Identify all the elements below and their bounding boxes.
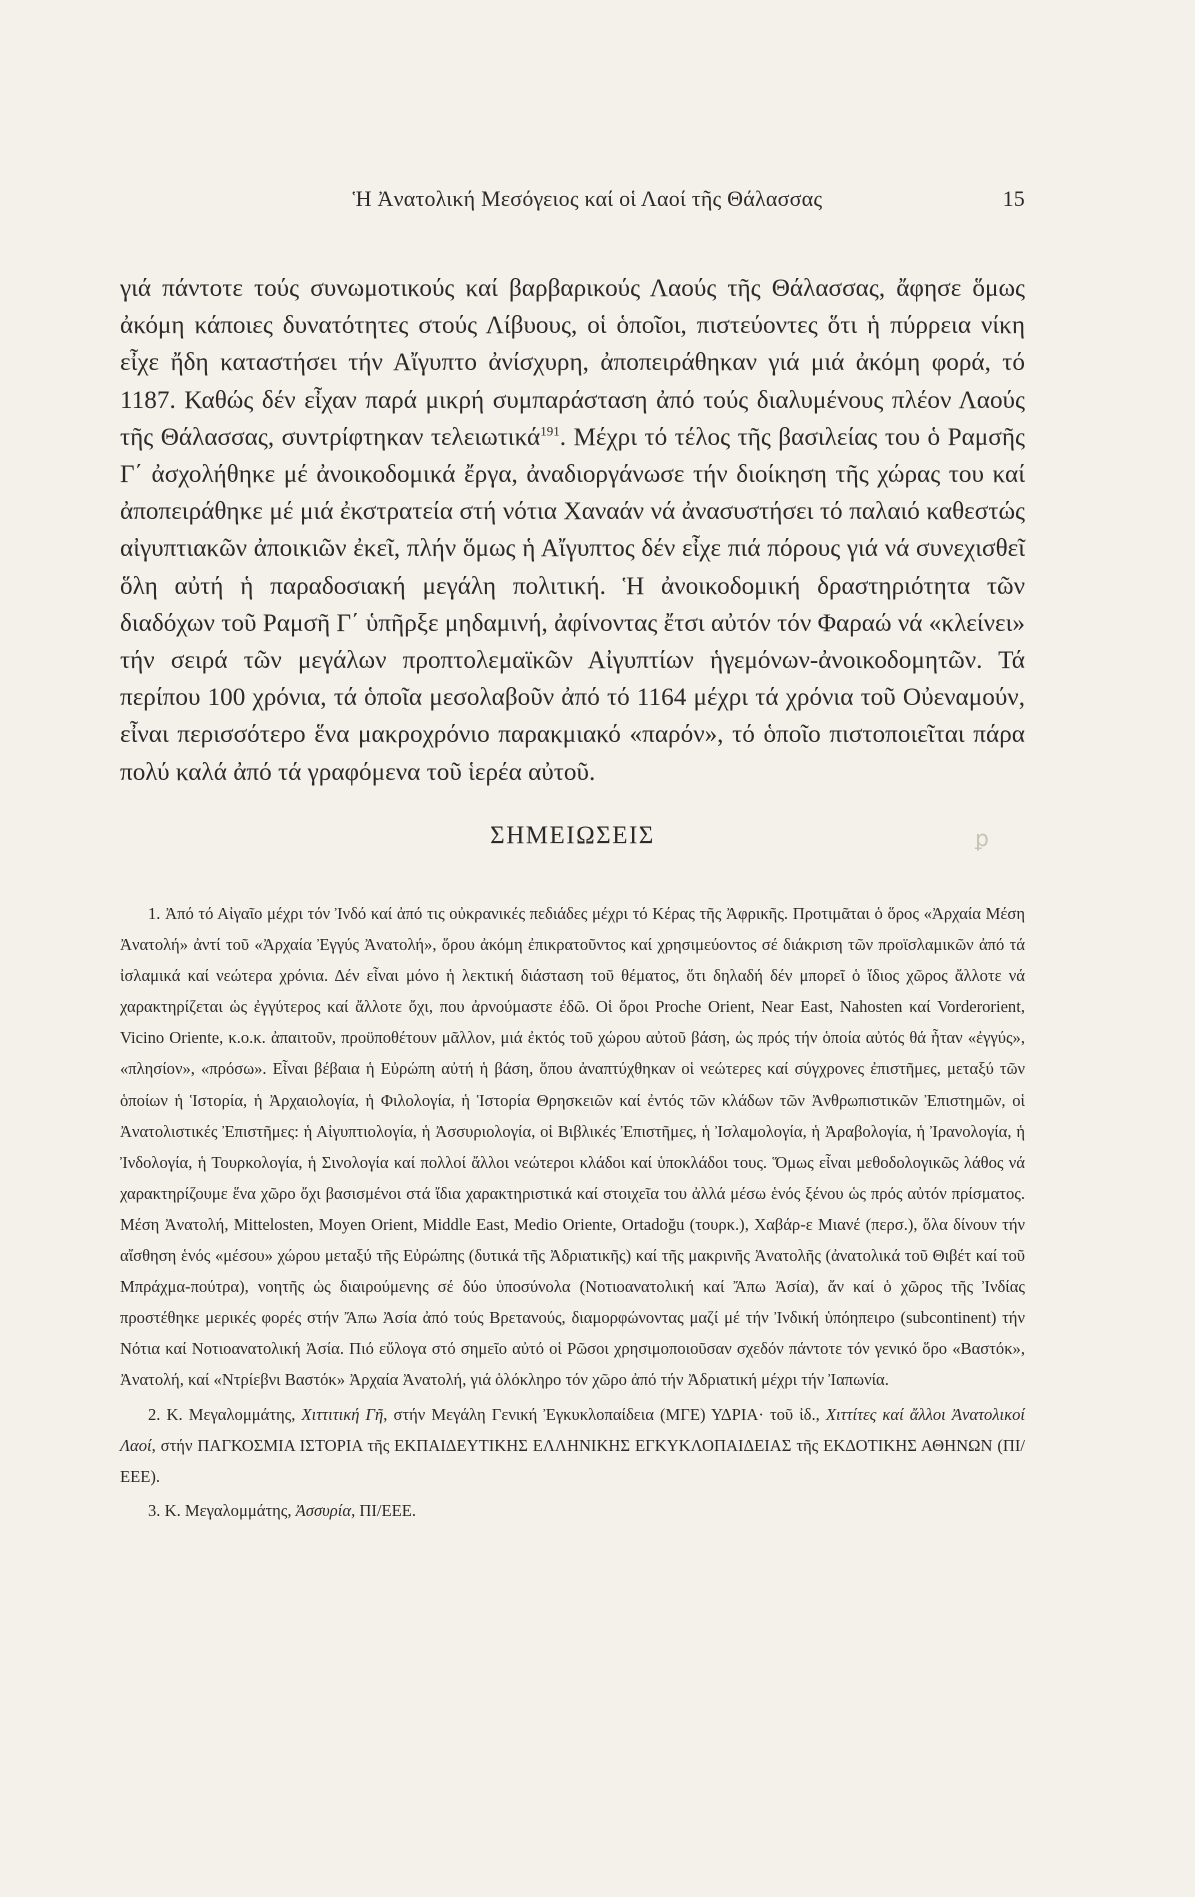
body-text-part-1: γιά πάντοτε τούς συνωμοτικούς καί βαρβαρικούς Λαούς τῆς Θάλασσας, ἄφησε ὅμως ἀκόμη κάποιες δυνατότητες στούς Λίβυους, οἱ ὁποῖοι, πιστεύοντες ὅτι ἡ πύρρεια νίκη εἶχε ἤδη καταστήσει τήν Αἴγυπτο ἀνίσχυρη, ἀποπειράθηκαν γιά μιά ἀκόμη φορά, τό 1187. Καθώς δέν εἶχαν παρά μικρή συμπαράσταση ἀπό τούς διαλυμένους πλέον Λαούς τῆς Θάλασσας, συντρίφτηκαν τελειωτικά [120, 275, 1025, 451]
running-header [120, 186, 1025, 212]
page-blemish: ꝑ [975, 826, 989, 851]
running-title: Ἡ Ἀνατολική Μεσόγειος καί οἱ Λαοί τῆς Θάλασσας [352, 186, 823, 211]
footnote-reference[interactable]: 191 [540, 423, 560, 439]
note-3 [120, 1495, 1025, 1526]
note-3-title: Ἀσσυρία [295, 1500, 352, 1520]
note-1: 1. Ἀπό τό Αἰγαῖο μέχρι τόν Ἰνδό καί ἀπό τις οὐκρανικές πεδιάδες μέχρι τό Κέρας τῆς Ἀφρικῆς. Προτιμᾶται ὁ ὅρος «Ἀρχαία Μέση Ἀνατολή» ἀντί τοῦ «Ἀρχαία Ἐγγύς Ἀνατολή», ὅρου ἀκόμη ἐπικρατοῦντος καί χρησιμεύοντος σέ διάκριση τῶν προϊσλαμικῶν ἀπό τά ἰσλαμικά καί νεώτερα χρόνια. Δέν εἶναι μόνο ἡ λεκτική διάσταση τοῦ θέματος, ὅτι δηλαδή δέν μπορεῖ ὁ ἴδιος χῶρος ἄλλοτε νά χαρακτηρίζεται ὡς ἐγγύτερος καί ἄλλοτε ὄχι, που ἀρνούμαστε ἐδῶ. Οἱ ὅροι Proche Orient, Near East, Nahosten καί Vorderorient, Vicino Oriente, κ.ο.κ. ἀπαιτοῦν, προϋποθέτουν μᾶλλον, μιά ἐκτός τοῦ χώρου αὐτοῦ βάση, ὡς πρός τήν ὁποία αὐτός θά ἦταν «ἐγγύς», «πλησίον», «πρόσω». Εἶναι βέβαια ἡ Εὐρώπη αὐτή ἡ βάση, ὅπου ἀναπτύχθηκαν οἱ νεώτερες καί σύγχρονες ἐπιστῆμες, μεταξύ τῶν ὁποίων ἡ Ἱστορία, ἡ Ἀρχαιολογία, ἡ Φιλολογία, ἡ Ἱστορία Θρησκειῶν καί ἐντός τῶν κλάδων τῶν Ἀνθρωπιστικῶν Ἐπιστημῶν, οἱ Ἀνατολιστικές Ἐπιστῆμες: ἡ Αἰγυπτιολογία, ἡ Ἀσσυριολογία, οἱ Βιβλικές Ἐπιστῆμες, ἡ Ἰσλαμολογία, ἡ Ἀραβολογία, ἡ Ἰρανολογία, ἡ Ἰνδολογία, ἡ Τουρκολογία, ἡ Σινολογία καί πολλοί ἄλλοι νεώτεροι κλάδοι καί ὑποκλάδοι τους. Ὅμως εἶναι μεθοδολογικῶς λάθος νά χαρακτηρίζουμε ἕνα χῶρο ὄχι βασισμένοι στά ἴδια χαρακτηριστικά καί στοιχεῖα του ἀλλά μέσω ἑνός ξένου ὡς πρός αὐτόν πρίσματος. Μέση Ἀνατολή, Mittelosten, Moyen Orient, Middle East, Medio Oriente, Ortadoğu (τουρκ.), Χαβάρ-ε Μιανέ (περσ.), ὅλα δίνουν τήν αἴσθηση ἑνός «μέσου» χώρου μεταξύ τῆς Εὐρώπης (δυτικά τῆς Ἀδριατικῆς) καί τῆς μακρινῆς Ἀνατολῆς (ἀνατολικά τοῦ Θιβέτ καί τοῦ Μπράχμα-πούτρα), νοητῆς ὡς διαιρούμενης σέ δύο ὑποσύνολα (Νοτιοανατολική καί Ἄπω Ἀσία), ἄν καί ὁ χῶρος τῆς Ἰνδίας προστέθηκε μερικές φορές στήν Ἄπω Ἀσία ἀπό τούς Βρετανούς, διαμορφώνοντας μαζί μέ τήν Ἰνδική ὑπόηπειρο (subcontinent) τήν Νότια καί Νοτιοανατολική Ἀσία. Πιό εὔλογα στό σημεῖο αὐτό οἱ Ρῶσοι χρησιμοποιοῦσαν σχεδόν πάντοτε τόν γενικό ὅρο «Βαστόκ», Ἀνατολή, καί «Ντρίεβνι Βαστόκ» Ἀρχαία Ἀνατολή, γιά ὁλόκληρο τόν χῶρο ἀπό τήν Ἀδριατική μέχρι τήν Ἰαπωνία. [120, 904, 1025, 1390]
page-number: 15 [1002, 186, 1025, 211]
note-2-title-1: Χιττιτική Γῆ [301, 1404, 384, 1424]
body-paragraph [120, 270, 1025, 791]
body-text-part-2: . Μέχρι τό τέλος τῆς βασιλείας του ὁ Ραμσῆς Γ΄ ἀσχολήθηκε μέ ἀνοικοδομικά ἔργα, ἀναδιοργάνωσε τήν διοίκηση τῆς χώρας του καί ἀποπειράθηκε μέ μιά ἐκστρατεία στή νότια Χαναάν νά ἀνασυστήσει τό παλαιό καθεστώς αἰγυπτιακῶν ἀποικιῶν ἐκεῖ, πλήν ὅμως ἡ Αἴγυπτος δέν εἶχε πιά πόρους γιά νά συνεχισθεῖ ὅλη αὐτή ἡ παραδοσιακή μεγάλη πολιτική. Ἡ ἀνοικοδομική δραστηριότητα τῶν διαδόχων τοῦ Ραμσῆ Γ΄ ὑπῆρξε μηδαμινή, ἀφίνοντας ἔτσι αὐτόν τόν Φαραώ νά «κλείνει» τήν σειρά τῶν μεγάλων προπτολεμαϊκῶν Αἰγυπτίων ἡγεμόνων-ἀνοικοδομητῶν. Τά περίπου 100 χρόνια, τά ὁποῖα μεσολαβοῦν ἀπό τό 1164 μέχρι τά χρόνια τοῦ Οὐεναμούν, εἶναι περισσότερο ἕνα μακροχρόνιο παρακμιακό «παρόν», τό ὁποῖο πιστοποιεῖται πάρα πολύ καλά ἀπό τά γραφόμενα τοῦ ἱερέα αὐτοῦ. [120, 423, 1025, 786]
note-2-suffix: , στήν ΠΑΓΚΟΣΜΙΑ ΙΣΤΟΡΙΑ τῆς ΕΚΠΑΙΔΕΥΤΙΚΗΣ ΕΛΛΗΝΙΚΗΣ ΕΓΚΥΚΛΟΠΑΙΔΕΙΑΣ τῆς ΕΚΔΟΤΙΚΗΣ ΑΘΗΝΩΝ (ΠΙ/ΕΕΕ). [120, 1435, 1025, 1486]
main-text [120, 270, 1025, 791]
note-2-prefix: 2. Κ. Μεγαλομμάτης, [148, 1404, 302, 1424]
note-3-prefix: 3. Κ. Μεγαλομμάτης, [148, 1500, 296, 1520]
notes-heading: ΣΗΜΕΙΩΣΕΙΣ [490, 822, 655, 849]
note-2-title-2: Χιττίτες καί ἄλλοι Ἀνατολικοί Λαοί [120, 1404, 1025, 1455]
note-2 [120, 1399, 1025, 1492]
notes-section [120, 898, 1025, 1529]
note-2-mid: , στήν Μεγάλη Γενική Ἐγκυκλοπαίδεια (ΜΓΕ) ΥΔΡΙΑ· τοῦ ἰδ., [383, 1404, 826, 1424]
note-3-suffix: , ΠΙ/ΕΕΕ. [351, 1500, 417, 1520]
